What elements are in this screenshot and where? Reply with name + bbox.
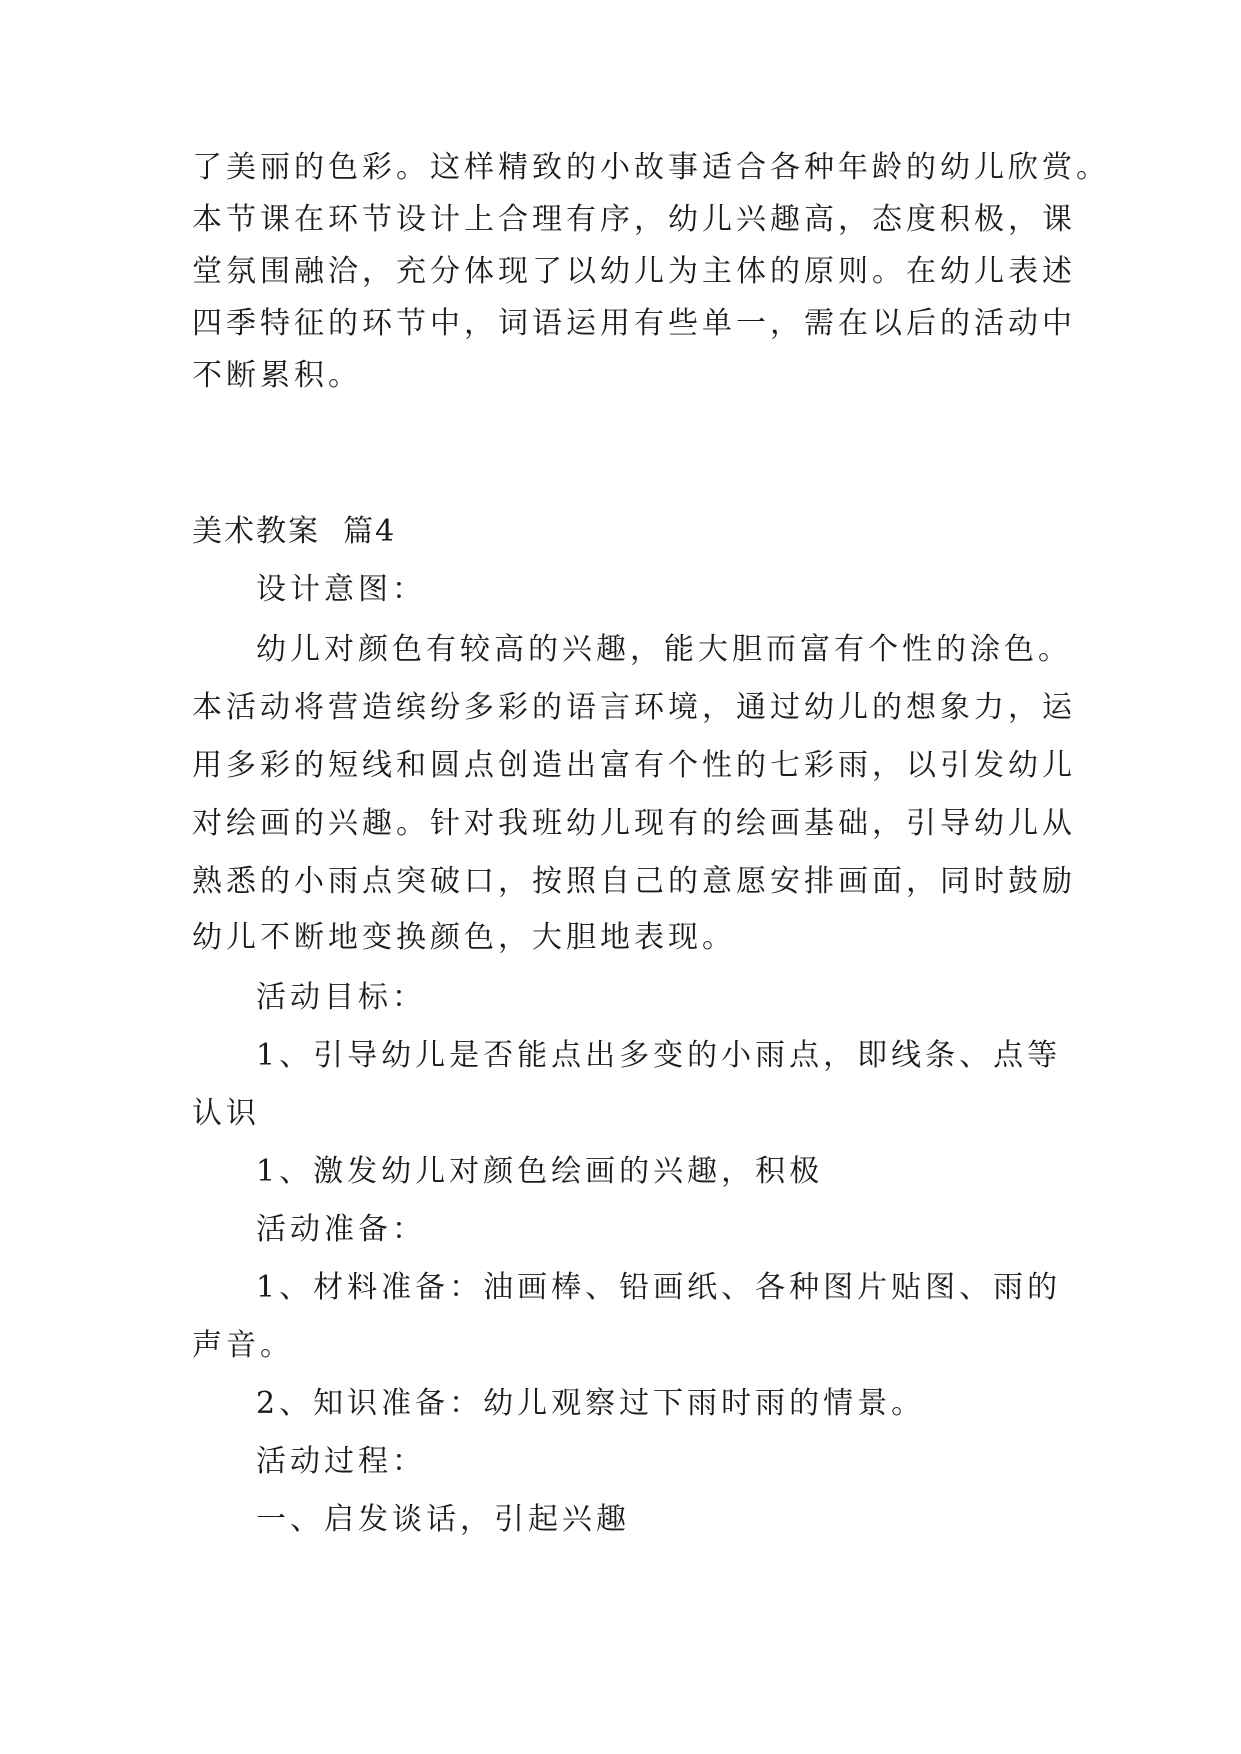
- paragraph-line: 堂氛围融洽，充分体现了以幼儿为主体的原则。在幼儿表述: [192, 254, 1076, 289]
- process-step: 一、启发谈话，引起兴趣: [256, 1502, 630, 1537]
- goals-heading: 活动目标：: [256, 980, 426, 1015]
- paragraph-line: 了美丽的色彩。这样精致的小故事适合各种年龄的幼儿欣赏。: [192, 150, 1110, 185]
- prep-item: 1、材料准备：油画棒、铅画纸、各种图片贴图、雨的: [256, 1270, 1062, 1305]
- process-heading: 活动过程：: [256, 1444, 426, 1479]
- goal-item-continuation: 认识: [192, 1096, 260, 1131]
- prep-item: 2、知识准备：幼儿观察过下雨时雨的情景。: [256, 1386, 926, 1421]
- paragraph-line: 四季特征的环节中，词语运用有些单一，需在以后的活动中: [192, 306, 1076, 341]
- paragraph-line: 用多彩的短线和圆点创造出富有个性的七彩雨，以引发幼儿: [192, 748, 1076, 783]
- prep-item-continuation: 声音。: [192, 1328, 294, 1363]
- paragraph-line: 幼儿对颜色有较高的兴趣，能大胆而富有个性的涂色。: [256, 632, 1072, 667]
- prep-heading: 活动准备：: [256, 1212, 426, 1247]
- section-title: 美术教案 篇4: [192, 514, 397, 549]
- paragraph-line: 熟悉的小雨点突破口，按照自己的意愿安排画面，同时鼓励: [192, 864, 1076, 899]
- paragraph-line: 本节课在环节设计上合理有序，幼儿兴趣高，态度积极，课: [192, 202, 1076, 237]
- paragraph-line: 本活动将营造缤纷多彩的语言环境，通过幼儿的想象力，运: [192, 690, 1076, 725]
- goal-item: 1、激发幼儿对颜色绘画的兴趣，积极: [256, 1154, 824, 1189]
- design-intent-heading: 设计意图：: [256, 572, 426, 607]
- paragraph-line: 不断累积。: [192, 358, 362, 393]
- paragraph-line: 幼儿不断地变换颜色，大胆地表现。: [192, 920, 736, 955]
- paragraph-line: 对绘画的兴趣。针对我班幼儿现有的绘画基础，引导幼儿从: [192, 806, 1076, 841]
- goal-item: 1、引导幼儿是否能点出多变的小雨点，即线条、点等: [256, 1038, 1062, 1073]
- document-page: [192, 0, 1110, 1754]
